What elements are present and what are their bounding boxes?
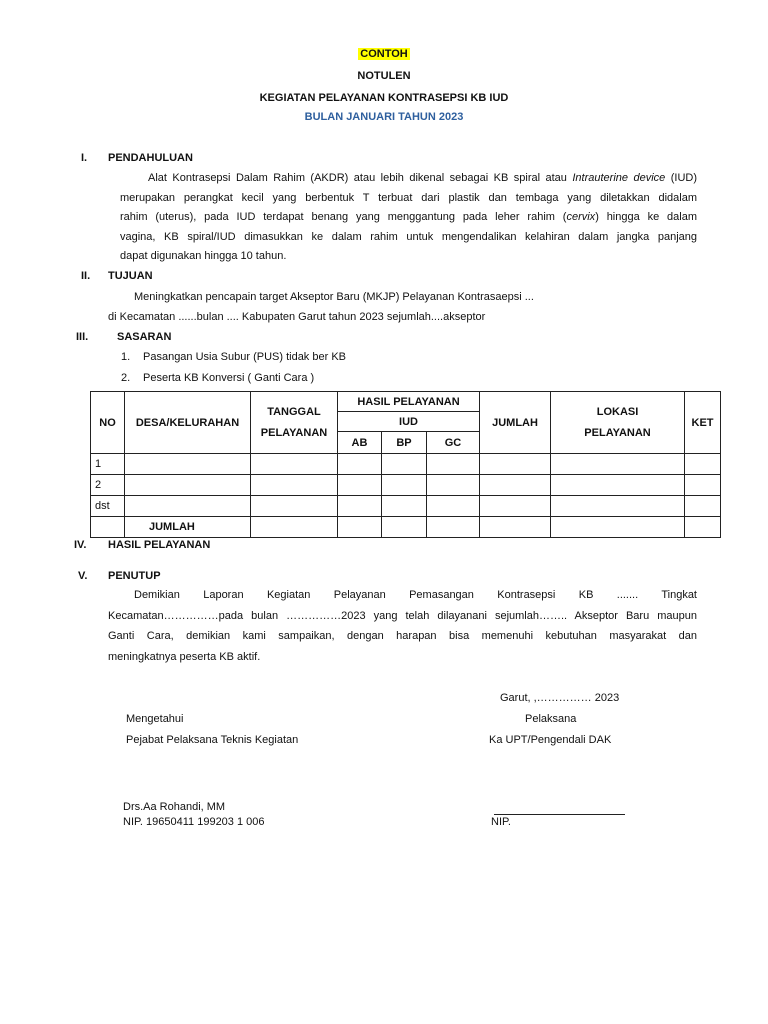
intro-line-2: merupakan perangkat kecil yang berbentuk T terbuat dari plastik dan tembaga yang diletakkan didalam (120, 191, 697, 204)
goal-line-2: di Kecamatan ......bulan .... Kabupaten Garut tahun 2023 sejumlah....akseptor (108, 311, 486, 323)
left-signer-name: Drs.Aa Rohandi, MM (123, 801, 226, 813)
section-heading-goal: TUJUAN (108, 270, 153, 282)
right-signature-line (494, 801, 625, 815)
section-heading-result: HASIL PELAYANAN (108, 539, 211, 551)
service-table (90, 391, 721, 538)
header-desa: DESA/KELURAHAN (125, 392, 251, 454)
table-header-row-1 (91, 392, 721, 412)
header-no: NO (91, 392, 125, 454)
left-signer-nip: NIP. 19650411 199203 1 006 (123, 816, 265, 828)
section-numeral-goal: II. (81, 270, 91, 282)
intro-paragraph (120, 169, 697, 267)
table-row (91, 475, 721, 496)
header-lokasi: LOKASI PELAYANAN (551, 392, 685, 454)
left-title: Pejabat Pelaksana Teknis Kegiatan (126, 734, 299, 746)
intro-line-1: Alat Kontrasepsi Dalam Rahim (AKDR) atau lebih dikenal sebagai KB spiral atau Intrauterine device (IUD) (148, 172, 698, 184)
header-jumlah: JUMLAH (480, 392, 551, 454)
closing-line-1: Demikian Laporan Kegiatan Pelayanan Pemasangan Kontrasepsi KB ....... Tingkat (134, 589, 697, 601)
intro-term-iud: Intrauterine device (572, 172, 666, 184)
place-date: Garut, ,…………… 2023 (500, 692, 620, 704)
section-numeral-target: III. (76, 331, 89, 343)
target-item-1-num: 1. (121, 351, 131, 363)
right-role: Pelaksana (525, 713, 577, 725)
closing-line-3: Ganti Cara, demikian kami sampaikan, dengan harapan bisa memenuhi kebutuhan masyarakat dan (108, 630, 697, 642)
section-heading-closing: PENUTUP (108, 570, 161, 582)
header-ket: KET (685, 392, 721, 454)
document-period: BULAN JANUARI TAHUN 2023 (304, 111, 464, 123)
header-hasil: HASIL PELAYANAN (338, 392, 480, 412)
closing-line-4: meningkatnya peserta KB aktif. (108, 650, 261, 663)
intro-line-4: vagina, KB spiral/IUD dimasukkan ke dalam rahim untuk mengendalikan kelahiran dalam jangka panjang (120, 230, 697, 243)
row-no: 1 (91, 454, 125, 475)
row-no: dst (91, 496, 125, 517)
header-bp: BP (382, 432, 427, 454)
example-badge: CONTOH (360, 48, 408, 60)
target-item-2-text: Peserta KB Konversi ( Ganti Cara ) (143, 372, 315, 384)
intro-line-5: dapat digunakan hingga 10 tahun. (120, 250, 287, 263)
closing-line-2: Kecamatan……………pada bulan ……………2023 yang telah dilayanani sejumlah…….. Akseptor Baru maupun (108, 609, 697, 622)
section-numeral-result: IV. (74, 539, 87, 551)
total-label: JUMLAH (125, 517, 251, 538)
section-numeral-closing: V. (78, 570, 88, 582)
target-item-2-num: 2. (121, 372, 131, 384)
goal-line-1: Meningkatkan pencapain target Akseptor Baru (MKJP) Pelayanan Kontrasaepsi ... (134, 291, 534, 303)
left-role: Mengetahui (126, 713, 184, 725)
document-subtitle: KEGIATAN PELAYANAN KONTRASEPSI KB IUD (259, 92, 509, 104)
table-total-row (91, 517, 721, 538)
section-heading-target: SASARAN (117, 331, 172, 343)
table-row (91, 496, 721, 517)
target-item-1-text: Pasangan Usia Subur (PUS) tidak ber KB (143, 351, 346, 363)
section-numeral-intro: I. (81, 152, 88, 164)
right-signer-nip: NIP. (491, 816, 511, 828)
closing-paragraph (108, 585, 697, 667)
header-gc: GC (427, 432, 480, 454)
intro-term-cervix: cervix (566, 211, 596, 224)
header-iud: IUD (338, 412, 480, 432)
right-title: Ka UPT/Pengendali DAK (489, 734, 612, 746)
row-no: 2 (91, 475, 125, 496)
header-ab: AB (338, 432, 382, 454)
table-row (91, 454, 721, 475)
example-badge-wrap (0, 48, 768, 60)
document-title: NOTULEN (357, 70, 411, 82)
intro-line-3: rahim (uterus), pada IUD terdapat benang yang menggantung pada leher rahim (cervix) hingga ke dalam (120, 211, 697, 224)
header-tanggal: TANGGAL PELAYANAN (251, 392, 338, 454)
section-heading-intro: PENDAHULUAN (108, 152, 193, 164)
